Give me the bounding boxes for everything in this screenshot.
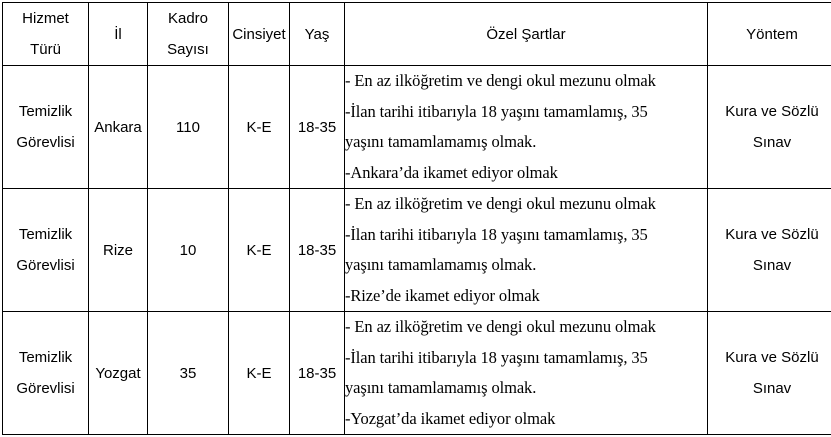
header-il: İl [89,3,148,66]
header-ozel-sartlar: Özel Şartlar [345,3,708,66]
condition-line: -Ankara’da ikamet ediyor olmak [345,162,558,182]
cell-yas: 18-35 [290,66,345,189]
staff-quota-table [2,2,831,435]
cell-hizmet-turu-line-1: Temizlik [18,226,73,243]
cell-kadro-sayisi: 35 [148,312,229,435]
condition-line: - En az ilköğretim ve dengi okul mezunu olmak [345,317,656,336]
header-row [3,3,831,66]
table-header [3,3,831,66]
header-hizmet-turu [3,3,89,66]
cell-hizmet-turu [3,312,89,435]
header-hizmet-turu-line-2: Türü [30,41,61,58]
cell-yontem-line-1: Kura ve Sözlü [725,349,819,366]
cell-ozel-sartlar [345,66,708,189]
condition-line: -İlan tarihi itibarıyla 18 yaşını tamamlamış, 35 [345,224,648,244]
cell-ozel-sartlar [345,312,708,435]
condition-line: yaşını tamamlamamış olmak. [345,255,537,274]
cell-cinsiyet: K-E [229,66,290,189]
cell-hizmet-turu [3,189,89,312]
cell-hizmet-turu-line-2: Görevlisi [16,134,75,151]
condition-line: -Yozgat’da ikamet ediyor olmak [345,408,556,428]
header-cinsiyet: Cinsiyet [229,3,290,66]
cell-hizmet-turu-line-2: Görevlisi [16,257,75,274]
table-row [3,189,831,312]
cell-yontem [708,312,831,435]
cell-yas: 18-35 [290,312,345,435]
condition-line: -Rize’de ikamet ediyor olmak [345,285,540,305]
header-kadro-sayisi-line-2: Sayısı [167,41,209,58]
cell-ozel-sartlar [345,189,708,312]
condition-line: yaşını tamamlamamış olmak. [345,132,537,151]
header-yontem: Yöntem [708,3,831,66]
condition-line: -İlan tarihi itibarıyla 18 yaşını tamamlamış, 35 [345,101,648,121]
cell-il: Yozgat [89,312,148,435]
cell-cinsiyet: K-E [229,189,290,312]
cell-kadro-sayisi: 110 [148,66,229,189]
condition-line: -İlan tarihi itibarıyla 18 yaşını tamamlamış, 35 [345,347,648,367]
cell-yontem-line-2: Sınav [752,257,792,274]
header-yas: Yaş [290,3,345,66]
cell-hizmet-turu-line-1: Temizlik [18,349,73,366]
cell-yontem-line-2: Sınav [752,134,792,151]
cell-yontem [708,189,831,312]
header-hizmet-turu-line-1: Hizmet [22,10,69,27]
cell-yontem [708,66,831,189]
condition-line: - En az ilköğretim ve dengi okul mezunu olmak [345,194,656,213]
table-body [3,66,831,435]
cell-kadro-sayisi: 10 [148,189,229,312]
cell-il: Rize [89,189,148,312]
cell-yontem-line-1: Kura ve Sözlü [725,226,819,243]
cell-il: Ankara [89,66,148,189]
cell-yas: 18-35 [290,189,345,312]
cell-yontem-line-2: Sınav [752,380,792,397]
cell-cinsiyet: K-E [229,312,290,435]
cell-hizmet-turu-line-1: Temizlik [18,103,73,120]
header-kadro-sayisi-line-1: Kadro [167,10,209,27]
header-kadro-sayisi [148,3,229,66]
cell-hizmet-turu-line-2: Görevlisi [16,380,75,397]
table-row [3,66,831,189]
cell-yontem-line-1: Kura ve Sözlü [725,103,819,120]
table-row [3,312,831,435]
cell-hizmet-turu [3,66,89,189]
condition-line: - En az ilköğretim ve dengi okul mezunu olmak [345,71,656,90]
condition-line: yaşını tamamlamamış olmak. [345,378,537,397]
